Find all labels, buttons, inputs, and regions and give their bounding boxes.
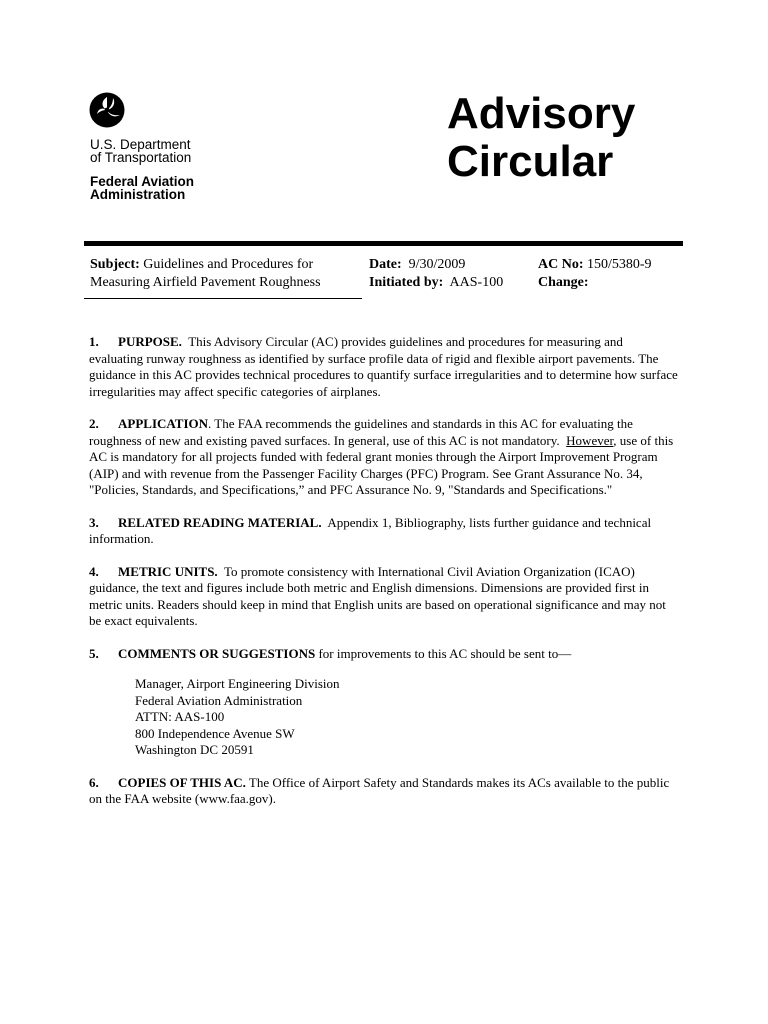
- section-text: for improvements to this AC should be sent to—: [318, 645, 572, 661]
- ac-number-label: AC No:: [538, 257, 584, 272]
- section-text: Appendix 1, Bibliography, lists further guidance and technical information.: [89, 514, 652, 546]
- document-body: [89, 334, 679, 824]
- subject-line-1: Guidelines and Procedures for: [143, 257, 314, 272]
- section-heading: APPLICATION: [118, 416, 209, 431]
- section-purpose: [89, 334, 679, 400]
- section-heading: COMMENTS OR SUGGESTIONS: [118, 645, 316, 661]
- change-label: Change:: [538, 275, 589, 290]
- section-heading: COPIES OF THIS AC.: [118, 774, 246, 790]
- faa-line-2: Administration: [90, 187, 186, 202]
- section-related-reading: [89, 515, 679, 548]
- section-text: This Advisory Circular (AC) provides guidelines and procedures for measuring and evaluating runway roughness as identified by surface profile data of rigid and flexible airport pavements. The guidance in this AC provides technical procedures to quantify surface irregularities and to determine how surface irregularities may affect specific categories of airplanes.: [89, 334, 678, 399]
- initiated-value: AAS-100: [449, 275, 504, 290]
- section-heading: METRIC UNITS.: [118, 563, 218, 579]
- section-metric-units: [89, 564, 679, 630]
- address-line: 800 Independence Avenue SW: [135, 725, 295, 741]
- date-label: Date:: [369, 257, 402, 272]
- address-line: Manager, Airport Engineering Division: [135, 676, 340, 691]
- ac-number-value: 150/5380-9: [587, 257, 652, 272]
- section-number: 5.: [89, 645, 99, 661]
- subject-label: Subject:: [90, 257, 140, 272]
- section-application: [89, 416, 679, 499]
- faa-name: [90, 175, 194, 201]
- date-block: [369, 256, 503, 292]
- date-value: 9/30/2009: [408, 257, 466, 272]
- address-line: Washington DC 20591: [135, 742, 254, 757]
- section-number: 3.: [89, 514, 99, 530]
- section-comments: [89, 646, 679, 663]
- agency-block: [90, 138, 194, 201]
- subject-underline: [84, 298, 362, 299]
- dot-triskelion-logo-icon: [89, 92, 125, 128]
- address-line: ATTN: AAS-100: [135, 709, 225, 724]
- ac-number-block: [538, 256, 652, 292]
- faa-line-1: Federal Aviation: [90, 174, 195, 189]
- section-text: To promote consistency with International Civil Aviation Organization (ICAO) guidance, the text and figures include both metric and English dimensions. Dimensions are provided first in metric units. Readers should keep in mind that English units are based on operational significance and may not be exact equivalents.: [89, 563, 666, 628]
- header-divider: [84, 241, 683, 246]
- section-number: 2.: [89, 416, 99, 431]
- subject-line-2: Measuring Airfield Pavement Roughness: [90, 275, 321, 290]
- agency-line-2: of Transportation: [90, 150, 192, 165]
- section-text: . The FAA recommends the guidelines and standards in this AC for evaluating the roughness of new and existing paved surfaces. In general, use of this AC is not mandatory.: [89, 416, 633, 448]
- section-heading: RELATED READING MATERIAL.: [118, 514, 322, 530]
- address-line: Federal Aviation Administration: [135, 692, 303, 708]
- mailing-address: [135, 676, 679, 759]
- document-type-line-2: Circular: [447, 137, 614, 186]
- section-number: 4.: [89, 563, 99, 579]
- document-type-title: [447, 90, 635, 186]
- initiated-label: Initiated by:: [369, 275, 444, 290]
- section-text-continued: , use of this AC is mandatory for all projects funded with federal grant monies through the Airport Improvement Program (AIP) and with revenue from the Passenger Facility Charges (PFC) Program. See Grant Assurance No. 34, "Policies, Standards, and Specifications,” and PFC Assurance No. 9, "Standards and Specifications.": [89, 432, 674, 497]
- agency-line-1: U.S. Department: [90, 137, 191, 152]
- section-heading: PURPOSE.: [118, 334, 182, 349]
- section-number: 1.: [89, 334, 99, 349]
- however-emphasis: However: [566, 432, 614, 448]
- section-copies: [89, 775, 679, 808]
- section-number: 6.: [89, 774, 99, 790]
- subject-block: [90, 256, 321, 292]
- section-text: The Office of Airport Safety and Standards makes its ACs available to the public on the FAA website (www.faa.gov).: [89, 774, 670, 806]
- document-type-line-1: Advisory: [447, 89, 636, 138]
